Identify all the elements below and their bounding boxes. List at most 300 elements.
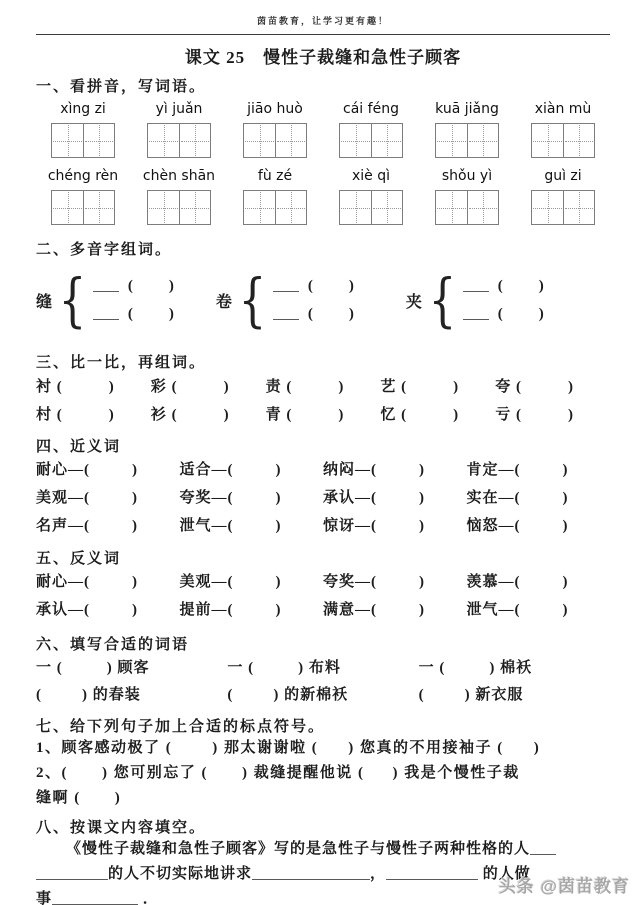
answer-line xyxy=(52,893,138,905)
answer-blank xyxy=(371,574,425,590)
word-item: 承认—( ) xyxy=(323,490,426,506)
fill-line: 事 ． xyxy=(36,891,159,905)
grid-cell xyxy=(275,191,306,224)
answer-blank xyxy=(57,660,113,676)
paren-open: ( xyxy=(171,407,178,423)
word-item: 适合—( ) xyxy=(179,462,282,478)
paren-open: ( xyxy=(227,602,234,618)
paren-open: ( xyxy=(74,790,81,806)
pinyin-label: yì juǎn xyxy=(155,101,203,117)
word-row xyxy=(36,485,610,512)
writing-grid xyxy=(435,123,499,158)
word-item: 艺 ( ) xyxy=(380,379,460,395)
duoyin-group xyxy=(36,267,174,333)
writing-grid xyxy=(339,123,403,158)
paren-open: ( xyxy=(371,602,378,618)
grid-cell xyxy=(436,124,467,157)
word-item: 一 ( ) 棉袄 xyxy=(418,660,533,676)
paren-close: ) xyxy=(464,687,471,703)
section-heading: 七、给下列句子加上合适的标点符号。 xyxy=(36,719,326,735)
paren-close: ) xyxy=(106,660,113,676)
writing-grid xyxy=(51,190,115,225)
paren-open: ( xyxy=(497,740,504,756)
answer-blank xyxy=(312,740,355,756)
word-item: 恼怒—( ) xyxy=(466,518,569,534)
answer-blank xyxy=(286,379,344,395)
paren-close: ) xyxy=(538,277,544,294)
answer-blank xyxy=(286,407,344,423)
section-pinyin xyxy=(36,75,610,225)
paren-close: ) xyxy=(419,490,426,506)
paren-open: ( xyxy=(127,277,133,294)
paren-open: ( xyxy=(358,765,365,781)
paren-open: ( xyxy=(286,407,293,423)
paren-open: ( xyxy=(227,574,234,590)
pinyin-label: jiāo huò xyxy=(247,101,303,117)
paren-close: ) xyxy=(82,687,88,703)
paren-open: ( xyxy=(371,462,378,478)
pinyin-label: xiàn mù xyxy=(534,101,592,117)
answer-blank xyxy=(371,602,425,618)
paren-open: ( xyxy=(418,687,425,703)
paren-open: ( xyxy=(401,379,408,395)
brace-glyph: { xyxy=(238,266,267,334)
paren-open: ( xyxy=(401,407,408,423)
paren-open: ( xyxy=(514,574,521,590)
word-item: 衬 ( ) xyxy=(36,379,115,395)
duoyin-group xyxy=(216,267,354,333)
word-row xyxy=(36,513,610,540)
answer-blank xyxy=(227,687,279,703)
answer-blank xyxy=(358,765,399,781)
grid-cell xyxy=(563,124,594,157)
grid-cell xyxy=(83,124,114,157)
paren-close: ) xyxy=(453,407,460,423)
paren-open: ( xyxy=(514,518,521,534)
paren-open: ( xyxy=(84,462,91,478)
section-heading: 三、比一比，再组词。 xyxy=(36,355,207,371)
duoyin-character: 缝 xyxy=(36,293,53,311)
pinyin-row-1 xyxy=(36,101,610,158)
answer-blank xyxy=(515,490,569,506)
paren-close: ) xyxy=(419,518,426,534)
writing-grid xyxy=(531,190,595,225)
word-row xyxy=(36,402,610,428)
answer-blank xyxy=(84,518,138,534)
word-item: 肯定—( ) xyxy=(466,462,569,478)
word-row xyxy=(36,597,610,624)
paren-close: ) xyxy=(223,407,230,423)
pinyin-label: chèn shān xyxy=(142,168,216,184)
word-item: 青 ( ) xyxy=(265,407,345,423)
paren-close: ) xyxy=(273,687,280,703)
paren-close: ) xyxy=(275,574,282,590)
answer-blank xyxy=(516,407,574,423)
pinyin-column xyxy=(36,101,130,158)
sentence-line: 缝啊 ( ) xyxy=(36,790,122,806)
section-heading: 四、近义词 xyxy=(36,439,122,455)
paren-close: ) xyxy=(168,277,174,294)
word-row xyxy=(36,682,610,708)
word-row xyxy=(36,457,610,484)
pinyin-label: shǒu yì xyxy=(441,168,493,184)
answer-line xyxy=(273,280,299,292)
duoyin-line xyxy=(93,278,174,295)
answer-blank xyxy=(172,379,230,395)
paren-open: ( xyxy=(36,687,42,703)
grid-cell xyxy=(244,124,275,157)
grid-cell xyxy=(340,191,371,224)
paren-close: ) xyxy=(132,518,139,534)
section-fill-words xyxy=(36,633,610,708)
answer-line xyxy=(386,868,478,880)
word-item: 一 ( ) 顾客 xyxy=(36,660,150,676)
pinyin-row-2 xyxy=(36,168,610,225)
duoyin-lines xyxy=(463,278,544,323)
answer-blank xyxy=(248,660,304,676)
paren-open: ( xyxy=(56,407,63,423)
word-item: 满意—( ) xyxy=(323,602,426,618)
toutiao-watermark: 头条 @茵苗教育 xyxy=(498,877,630,896)
grid-cell xyxy=(148,124,179,157)
answer-blank xyxy=(308,278,354,294)
answer-blank xyxy=(84,602,138,618)
paren-open: ( xyxy=(371,490,378,506)
paren-open: ( xyxy=(311,740,319,756)
answer-blank xyxy=(57,379,115,395)
grid-cell xyxy=(371,124,402,157)
answer-blank xyxy=(515,574,569,590)
answer-blank xyxy=(228,490,282,506)
paren-close: ) xyxy=(567,379,574,395)
answer-line xyxy=(273,308,299,320)
paren-close: ) xyxy=(453,379,460,395)
answer-blank xyxy=(202,765,249,781)
paren-close: ) xyxy=(132,462,139,478)
duoyin-line xyxy=(463,306,544,323)
word-item: 美观—( ) xyxy=(179,574,282,590)
word-item: 羡慕—( ) xyxy=(466,574,569,590)
paren-open: ( xyxy=(56,379,63,395)
answer-blank xyxy=(228,574,282,590)
section-antonyms xyxy=(36,547,610,624)
page-title: 课文 25 慢性子裁缝和急性子顾客 xyxy=(184,48,462,67)
answer-blank xyxy=(128,306,174,322)
duoyin-group xyxy=(406,267,544,333)
pinyin-column xyxy=(228,101,322,158)
word-item: ( ) 新衣服 xyxy=(418,687,524,703)
brace-glyph: { xyxy=(428,266,457,334)
grid-cell xyxy=(436,191,467,224)
paren-open: ( xyxy=(515,379,522,395)
paren-close: ) xyxy=(489,660,496,676)
word-item: 承认—( ) xyxy=(36,602,139,618)
answer-blank xyxy=(401,379,459,395)
pinyin-column xyxy=(324,168,418,225)
duoyin-line xyxy=(273,306,354,323)
paren-open: ( xyxy=(514,490,521,506)
word-item: 夸 ( ) xyxy=(495,379,574,395)
writing-grid xyxy=(531,123,595,158)
paren-open: ( xyxy=(286,379,293,395)
paren-open: ( xyxy=(165,740,173,756)
grid-cell xyxy=(467,124,498,157)
paren-close: ) xyxy=(114,790,122,806)
word-item: 耐心—( ) xyxy=(36,574,139,590)
answer-blank xyxy=(172,407,230,423)
header-note: 茵苗教育，让学习更有趣！ xyxy=(256,16,389,26)
pinyin-column xyxy=(324,101,418,158)
pinyin-column xyxy=(516,168,610,225)
paren-close: ) xyxy=(338,407,345,423)
grid-cell xyxy=(371,191,402,224)
section-punctuation xyxy=(36,715,610,811)
word-item: 惊讶—( ) xyxy=(323,518,426,534)
grid-cell xyxy=(563,191,594,224)
paren-close: ) xyxy=(348,305,354,322)
paren-close: ) xyxy=(562,574,569,590)
paren-close: ) xyxy=(132,602,139,618)
answer-line xyxy=(36,868,108,880)
paren-open: ( xyxy=(514,462,521,478)
writing-grid xyxy=(51,123,115,158)
word-item: ( ) 的新棉袄 xyxy=(227,687,349,703)
grid-cell xyxy=(532,191,563,224)
paren-open: ( xyxy=(371,518,378,534)
header-rule xyxy=(36,34,610,35)
answer-blank xyxy=(84,462,138,478)
answer-blank xyxy=(498,306,544,322)
duoyin-lines xyxy=(273,278,354,323)
answer-blank xyxy=(166,740,219,756)
grid-cell xyxy=(275,124,306,157)
answer-blank xyxy=(84,574,138,590)
word-item: 村 ( ) xyxy=(36,407,115,423)
paren-open: ( xyxy=(248,660,255,676)
paren-open: ( xyxy=(514,602,521,618)
section-synonyms xyxy=(36,435,610,540)
paren-close: ) xyxy=(132,490,139,506)
paren-open: ( xyxy=(171,379,178,395)
paren-open: ( xyxy=(127,305,133,322)
answer-blank xyxy=(516,379,574,395)
pinyin-label: kuā jiǎng xyxy=(435,101,499,117)
paren-open: ( xyxy=(439,660,446,676)
writing-grid xyxy=(435,190,499,225)
paren-open: ( xyxy=(84,574,91,590)
answer-blank xyxy=(228,518,282,534)
grid-cell xyxy=(532,124,563,157)
word-item: 忆 ( ) xyxy=(380,407,460,423)
answer-blank xyxy=(308,306,354,322)
word-item: 提前—( ) xyxy=(179,602,282,618)
answer-blank xyxy=(228,462,282,478)
word-item: 亏 ( ) xyxy=(495,407,574,423)
section-compare-words xyxy=(36,351,610,428)
writing-grid xyxy=(243,123,307,158)
duoyin-character: 夹 xyxy=(405,293,422,311)
word-item: 夸奖—( ) xyxy=(179,490,282,506)
answer-line xyxy=(252,868,370,880)
section-duoyin xyxy=(36,238,610,337)
paren-close: ) xyxy=(275,462,282,478)
word-item: 衫 ( ) xyxy=(150,407,230,423)
sentence-line: 1、顾客感动极了 ( ) 那太谢谢啦 ( ) 您真的不用接袖子 ( ) xyxy=(36,740,541,756)
paren-close: ) xyxy=(562,490,569,506)
duoyin-lines xyxy=(93,278,174,323)
paren-close: ) xyxy=(223,379,230,395)
answer-blank xyxy=(128,278,174,294)
paren-open: ( xyxy=(84,518,91,534)
pinyin-label: xiè qì xyxy=(351,168,390,184)
answer-blank xyxy=(515,462,569,478)
answer-line xyxy=(93,308,119,320)
paren-close: ) xyxy=(298,660,305,676)
word-item: 名声—( ) xyxy=(36,518,139,534)
answer-blank xyxy=(57,407,115,423)
grid-cell xyxy=(52,124,83,157)
paren-close: ) xyxy=(275,602,282,618)
word-item: 纳闷—( ) xyxy=(323,462,426,478)
paren-open: ( xyxy=(307,277,313,294)
writing-grid xyxy=(243,190,307,225)
paren-close: ) xyxy=(562,602,569,618)
word-row xyxy=(36,655,610,681)
fill-line: 《慢性子裁缝和急性子顾客》写的是急性子与慢性子两种性格的人 xyxy=(36,837,610,862)
grid-cell xyxy=(244,191,275,224)
paren-open: ( xyxy=(56,660,63,676)
paren-open: ( xyxy=(227,490,234,506)
paren-close: ) xyxy=(533,740,541,756)
paren-open: ( xyxy=(84,602,91,618)
paren-open: ( xyxy=(227,462,234,478)
word-item: ( ) 的春装 xyxy=(36,687,141,703)
word-item: 美观—( ) xyxy=(36,490,139,506)
paren-close: ) xyxy=(567,407,574,423)
writing-grid xyxy=(339,190,403,225)
paren-close: ) xyxy=(419,574,426,590)
paren-open: ( xyxy=(497,305,503,322)
paren-close: ) xyxy=(212,740,219,756)
paren-close: ) xyxy=(168,305,174,322)
pinyin-label: cái féng xyxy=(343,101,399,117)
section-heading: 二、多音字组词。 xyxy=(36,242,173,258)
word-item: 一 ( ) 布料 xyxy=(227,660,341,676)
paren-open: ( xyxy=(201,765,209,781)
word-item: 责 ( ) xyxy=(265,379,345,395)
answer-line xyxy=(463,280,489,292)
answer-blank xyxy=(515,518,569,534)
word-row xyxy=(36,569,610,596)
paren-close: ) xyxy=(419,602,426,618)
word-item: 彩 ( ) xyxy=(150,379,230,395)
pinyin-column xyxy=(420,101,514,158)
answer-blank xyxy=(515,602,569,618)
pinyin-label: chéng rèn xyxy=(47,168,119,184)
answer-blank xyxy=(439,660,495,676)
paren-close: ) xyxy=(419,462,426,478)
grid-cell xyxy=(467,191,498,224)
grid-cell xyxy=(340,124,371,157)
pinyin-column xyxy=(36,168,130,225)
duoyin-character: 卷 xyxy=(215,293,232,311)
answer-blank xyxy=(36,687,88,703)
paren-close: ) xyxy=(392,765,400,781)
pinyin-label: guì zi xyxy=(544,168,582,184)
paren-close: ) xyxy=(108,407,115,423)
answer-blank xyxy=(498,278,544,294)
answer-blank xyxy=(84,490,138,506)
word-item: 夸奖—( ) xyxy=(323,574,426,590)
word-item: 实在—( ) xyxy=(466,490,569,506)
section-heading: 八、按课文内容填空。 xyxy=(36,820,207,836)
duoyin-row xyxy=(36,263,610,337)
word-item: 泄气—( ) xyxy=(179,518,282,534)
grid-cell xyxy=(179,191,210,224)
word-row xyxy=(36,374,610,400)
section-heading: 一、看拼音，写词语。 xyxy=(36,79,207,95)
paren-close: ) xyxy=(242,765,249,781)
answer-blank xyxy=(74,790,121,806)
grid-cell xyxy=(148,191,179,224)
pinyin-column xyxy=(516,101,610,158)
answer-blank xyxy=(371,518,425,534)
answer-blank xyxy=(62,765,109,781)
answer-blank xyxy=(228,602,282,618)
sentence-line: 2、( ) 您可别忘了 ( ) 裁缝提醒他说 ( ) 我是个慢性子裁 xyxy=(36,765,520,781)
pinyin-column xyxy=(132,168,226,225)
paren-close: ) xyxy=(132,574,139,590)
paren-open: ( xyxy=(84,490,91,506)
paren-close: ) xyxy=(562,462,569,478)
grid-cell xyxy=(83,191,114,224)
section-heading: 六、填写合适的词语 xyxy=(36,637,190,653)
pinyin-label: xìng zi xyxy=(60,101,106,117)
duoyin-line xyxy=(273,278,354,295)
pinyin-column xyxy=(132,101,226,158)
answer-blank xyxy=(371,462,425,478)
paren-close: ) xyxy=(102,765,109,781)
answer-line xyxy=(530,843,556,855)
brace-glyph: { xyxy=(58,266,87,334)
section-heading: 五、反义词 xyxy=(36,551,122,567)
word-item: 耐心—( ) xyxy=(36,462,139,478)
answer-blank xyxy=(371,490,425,506)
paren-close: ) xyxy=(275,490,282,506)
answer-line xyxy=(93,280,119,292)
paren-open: ( xyxy=(515,407,522,423)
paren-open: ( xyxy=(371,574,378,590)
paren-open: ( xyxy=(227,518,234,534)
duoyin-line xyxy=(463,278,544,295)
grid-cell xyxy=(179,124,210,157)
answer-blank xyxy=(401,407,459,423)
paren-open: ( xyxy=(497,277,503,294)
duoyin-line xyxy=(93,306,174,323)
answer-blank xyxy=(419,687,471,703)
answer-line xyxy=(463,308,489,320)
paren-open: ( xyxy=(227,687,234,703)
writing-grid xyxy=(147,190,211,225)
paren-open: ( xyxy=(61,765,69,781)
pinyin-column xyxy=(420,168,514,225)
paren-close: ) xyxy=(562,518,569,534)
word-item: 泄气—( ) xyxy=(466,602,569,618)
writing-grid xyxy=(147,123,211,158)
paren-close: ) xyxy=(348,740,355,756)
paren-close: ) xyxy=(538,305,544,322)
grid-cell xyxy=(52,191,83,224)
